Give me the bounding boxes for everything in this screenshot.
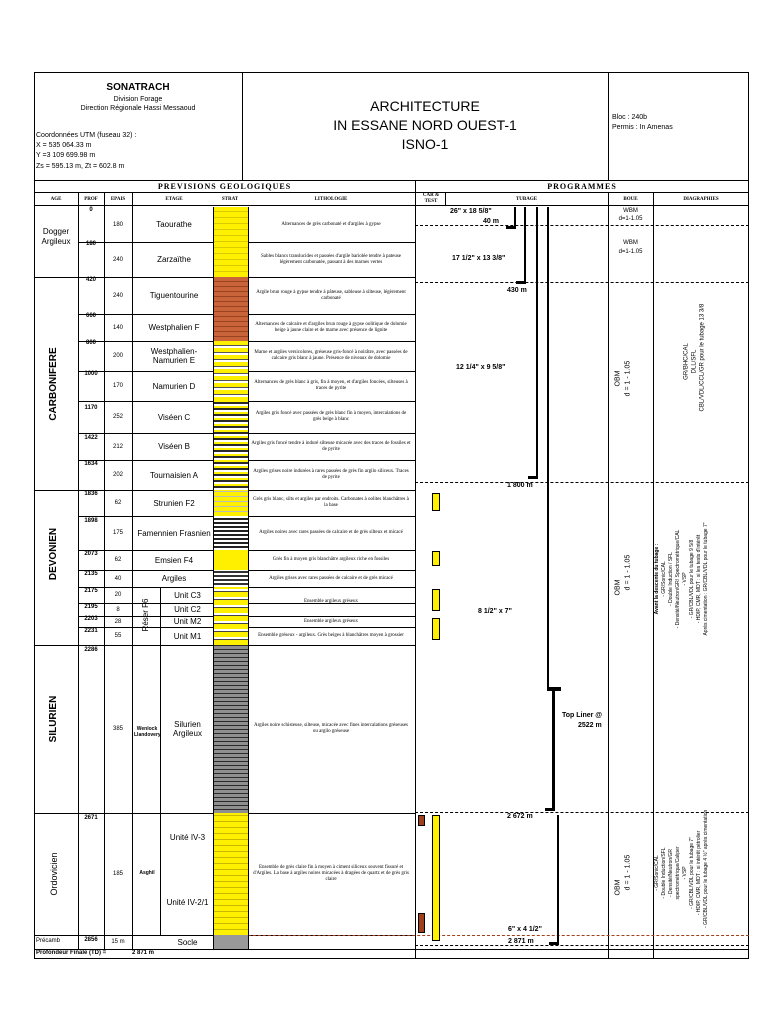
boue-1: WBM [623,208,638,214]
diag-g2-line8: Après cimentation : GR/CBL/VDL pour le tubage 7" [703,522,709,636]
litho-13: Ensemble argileux gréseux [303,598,359,604]
prof-180: 180 [85,241,96,247]
section-previsions: PREVISIONS GEOLOGIQUES [157,182,292,191]
prof-2286: 2286 [84,647,98,653]
boue-2-density: d=1-1.05 [618,249,643,255]
etage-unit-c3: Unit C3 [174,590,201,600]
etage-unite-iv2: Unité IV-2/1 [166,897,209,907]
litho-3: Alternances de calcaire et d'argiles brun rouge à gypse oolitique de dolomie beige à jaune claire et de marne avec présence de lignite [255,321,407,333]
core-marker-1 [418,815,425,826]
diag-g2-line7: - HDIP, CMR, MDT : si les tests d'intérêt [696,534,702,624]
etage-unit-c2: Unit C2 [174,605,201,614]
prof-2135: 2135 [84,571,98,577]
bloc-label: Bloc : 240b [612,114,648,121]
etage-westphalien-namurien-e: Westphalien-Namurien E [150,347,198,365]
etage-taourathe: Taourathe [156,220,192,229]
division-name: Division Forage [113,96,163,103]
casing-4in [557,815,559,943]
etage-argiles: Argiles [161,574,187,583]
strat-yellow-3 [213,550,249,570]
coord-y: Y =3 109 699.98 m [36,152,96,159]
casing-9in [536,207,538,477]
prof-660: 660 [85,313,96,319]
etage-tiguentourine: Tiguentourine [149,291,199,300]
diag-g1-line3: CBL/VDL/CCL/GR pour le tubage 13 3/8 [699,303,706,412]
litho-17: Argiles noire schisteuse, silteuse, micacée avec fines intercalations gréseuses ou argilo gréseuse [253,723,409,734]
tubage-liner: Top Liner @ [562,712,603,719]
diag-g2-line3: - Double Induction / SFL [668,552,674,606]
strat-socle [213,935,249,949]
strat-gray-silurien [213,645,249,813]
doc-title-2: IN ESSANE NORD OUEST-1 [333,117,517,133]
core-marker-2 [418,913,425,933]
tubage-c5: 6" x 4 1/2" [508,926,542,933]
boue-3: OBM [614,370,622,387]
prof-1898: 1898 [84,518,98,524]
age-devonien: DEVONIEN [48,527,59,581]
etage-viseen-c: Viséen C [157,412,191,422]
test-marker-1 [432,493,440,511]
coord-x: X = 535 064.33 m [36,142,92,149]
tubage-d3: 1 800 m [507,482,533,489]
prof-1000: 1000 [84,371,98,377]
tubage-c2: 17 1/2" x 13 3/8" [452,255,506,262]
prof-1422: 1422 [84,435,98,441]
shoe-3 [528,476,538,479]
casing-13in [524,207,526,282]
litho-6: Argiles gris foncé avec passées de grès blanc fin à moyen, intercalations de grès beige à blanc [255,411,407,422]
epais-20: 20 [114,592,122,598]
diag-g3-line7: - HDIP, CMR, MDT : si intérêt pétrolier [696,830,702,916]
etage-zarzaithe: Zarzaïthe [157,255,191,264]
epais-62a: 62 [114,500,122,506]
liner-hanger [547,687,561,691]
etage-tournaisien-a: Tournaisien A [149,470,199,480]
diag-g3-line5: - VSP [682,866,688,880]
td-label: Profondeur Finale (TD) = [36,950,107,956]
etage-westphalien-f: Westphalien F [148,323,200,332]
col-epais: EPAIS [110,197,126,202]
litho-11: Grès fin à moyen gris blanchâtre argileux riche en fossiles [272,557,390,562]
epais-202: 202 [112,472,123,478]
litho-18: Ensemble de grès claire fin à moyen à ciment siliceux souvent fissuré et d'Argiles. La base à argiles noires micacées à dragées de quartz et de grès gris claire [253,865,409,882]
col-strat: STRAT [221,197,239,202]
col-litho: LITHOLOGIE [314,197,348,202]
prof-1634: 1634 [84,461,98,467]
litho-16: Ensemble gréseux - argileux. Grès beiges à blanchâtres moyen à grossier [258,633,404,638]
litho-4: Marne et argiles versicolores, gréseuse gris-foncé à noirâtre, avec passées de calcaire gris blanc à jaune. Présence de niveaux de dolomie [254,350,408,361]
diag-g2-line1: Avant la descente du tubage : [654,543,660,615]
age-ordovicien: Ordovicien [49,852,59,896]
litho-12: Argiles grises avec rares passées de calcaire et de grès micacé [269,575,393,581]
tubage-d1: 40 m [483,218,499,225]
doc-title-3: ISNO-1 [401,136,449,152]
diag-g2-line6: - GR/CBL/VDL pour le tubage 9 5/8 [689,539,695,619]
epais-200: 200 [112,353,123,359]
epais-140: 140 [112,324,123,331]
epais-40: 40 [114,575,122,582]
epais-212: 212 [112,443,123,450]
boue-3-density: d = 1 - 1.05 [624,360,632,397]
epais-240a: 240 [112,256,123,263]
age-silurien: SILURIEN [48,695,59,743]
shoe-4 [545,808,555,811]
test-marker-4 [432,618,440,640]
col-etage: ETAGE [165,197,183,202]
etage-viseen-b: Viséen B [158,442,190,451]
prof-2195: 2195 [84,604,98,610]
tubage-c1: 26" x 18 5/8" [450,208,492,215]
col-car-test: CAR & TEST [422,193,440,204]
strat-yellow-4 [213,587,249,645]
strat-dark-3 [213,570,249,587]
coord-z: Zs = 595.13 m, Zt = 602.8 m [36,163,125,170]
diag-g3-line2: - Double Induction/SFL [661,847,667,899]
litho-9: Grès gris blanc, silts et argiles par endroits. Carbonates à oolites blanchâtres à la base [253,497,409,508]
etage-emsien-f4: Emsien F4 [154,555,194,565]
litho-0: Alternances de grès carbonaté et d'argiles à gypse [281,221,381,227]
strat-dark-1 [213,401,249,490]
test-marker-5 [432,815,440,941]
etage-unite-iv3: Unité IV-3 [169,832,206,842]
strat-dark-2 [213,516,249,550]
prof-800: 800 [85,340,96,346]
epais-170: 170 [112,383,123,389]
col-age: AGE [50,197,62,202]
epais-55: 55 [114,633,122,639]
prof-2073: 2073 [84,551,98,557]
etage-unit-m2: Unit M2 [173,617,202,626]
strat-yellow-ordovicien [213,813,249,935]
diag-g3-line6: - GR/CBL/VDL pour le tubage 7" [689,837,695,909]
epais-8: 8 [116,606,120,613]
litho-8: Argiles grises noire indurées à rares passées de grès fin argilo siliceux. Traces de pyrite [253,469,409,480]
boue-4: OBM [614,579,622,596]
etage-strunien-f2: Strunien F2 [153,498,195,508]
strat-yellow-2 [213,490,249,516]
diag-g1-line2: DLL/SFL [691,349,698,374]
epais-62b: 62 [114,557,122,563]
casing-20in [514,207,516,228]
coord-title: Coordonnées UTM (fuseau 32) : [36,132,137,139]
diag-g3-line8: - GR/CBL/VDL pour le tubage 4 ½" après cimentation [703,809,709,928]
epais-180: 180 [112,221,123,228]
etage-silurien-argileux: Silurien Argileux [173,720,202,738]
tubage-c3: 12 1/4" x 9 5/8" [456,364,506,371]
col-boue: BOUE [623,197,638,202]
td-value: 2 871 m [132,950,155,956]
diag-g3-line3: - Densité/Neutron/GR [668,848,674,898]
epais-240b: 240 [112,292,123,299]
ordovicien-sublabel: Asghil [139,870,155,876]
col-tubage: TUBAGE [515,197,538,202]
prof-1836: 1836 [84,491,98,497]
doc-title-1: ARCHITECTURE [370,98,480,114]
litho-10: Argiles noires avec rares passées de calcaire et de grès silteux et micacé [259,530,403,535]
etage-socle: Socle [177,937,198,947]
diag-g3-line1: - GR/Sonic/CAL [654,855,660,891]
prof-2671: 2671 [84,815,98,821]
diag-g3-line4: spectrométrique/Caliper [675,846,681,900]
diag-g2-line2: - GR/Sonic/CAL [661,561,667,597]
prof-2231: 2231 [84,628,98,634]
etage-namurien-d: Namurien D [152,381,196,391]
casing-7in [547,207,549,691]
litho-7: Argiles gris foncé tendre à induré silteuse micacée avec des traces de fossiles et de pyrite [251,440,411,452]
test-marker-3 [432,589,440,611]
section-programmes: PROGRAMMES [547,182,617,191]
strat-yellow-1 [213,207,249,277]
col-prof: PROF [84,197,98,202]
age-dogger: Dogger Argileux [41,227,71,246]
tubage-liner-depth: 2522 m [578,722,602,729]
prof-2203: 2203 [84,616,98,622]
silurien-sublabel: Wenlock Llandovery [134,726,161,738]
diag-g1-line1: GR/BHC/CAL [683,343,690,380]
strat-brick [213,277,249,341]
boue-2: WBM [623,240,638,246]
epais-28: 28 [114,618,122,625]
direction-name: Direction Régionale Hassi Messaoud [80,105,196,112]
epais-185: 185 [112,871,123,877]
epais-252: 252 [112,414,123,420]
litho-5: Alternances de grès blanc à gris, fin à moyen, et d'argiles foncées, silteuses à traces de pyrite [254,380,408,391]
age-carbonifere: CARBONIFERE [48,347,59,421]
epais-175: 175 [112,530,123,536]
litho-1: Sables blancs translucides et passées d'argile bariolée tendre à pateuse légèrement carbonatée, passant à des marnes vertes [260,253,402,265]
epais-15: 15 m [111,939,125,945]
etage-unit-m1: Unit M1 [173,631,202,641]
permis-label: Permis : In Amenas [612,124,673,131]
tubage-d5: 2 871 m [508,938,534,945]
epais-385: 385 [112,726,123,732]
boue-1-density: d=1-1.05 [618,216,643,222]
age-precamb: Précamb [36,938,61,944]
strat-mixed-1 [213,341,249,401]
diag-g2-line4: - Densité/Neutron/GR/ Spectrométrique/CAL [675,529,681,629]
prof-1170: 1170 [84,405,98,411]
boue-5: OBM [614,879,622,896]
prof-2175: 2175 [84,588,98,594]
reservoir-label: Réser F6 [141,598,150,632]
col-diagraphies: DIAGRAPHIES [683,197,719,202]
diag-g2-line5: - VSP [682,572,688,586]
test-marker-2 [432,551,440,566]
shoe-2 [516,281,526,284]
tubage-c4: 8 1/2" x 7" [478,608,512,615]
litho-15: Ensemble argileux gréseux [303,618,359,624]
company-name: SONATRACH [106,82,170,93]
boue-5-density: d = 1 - 1.05 [624,854,632,891]
boue-4-density: d = 1 - 1.05 [624,554,632,591]
litho-2: Argile brun rouge à gypse tendre à pâteuse, sableuse à silteuse, légèrement carbonaté [256,289,406,301]
shoe-1 [506,226,516,229]
liner-7in [552,688,555,808]
prof-2856: 2856 [84,937,98,943]
prof-0: 0 [89,207,93,213]
tubage-d2: 430 m [507,287,527,294]
etage-famennien-frasnien: Famennien Frasnien [137,528,211,538]
tubage-d4: 2 672 m [507,813,533,820]
prof-420: 420 [85,277,96,283]
